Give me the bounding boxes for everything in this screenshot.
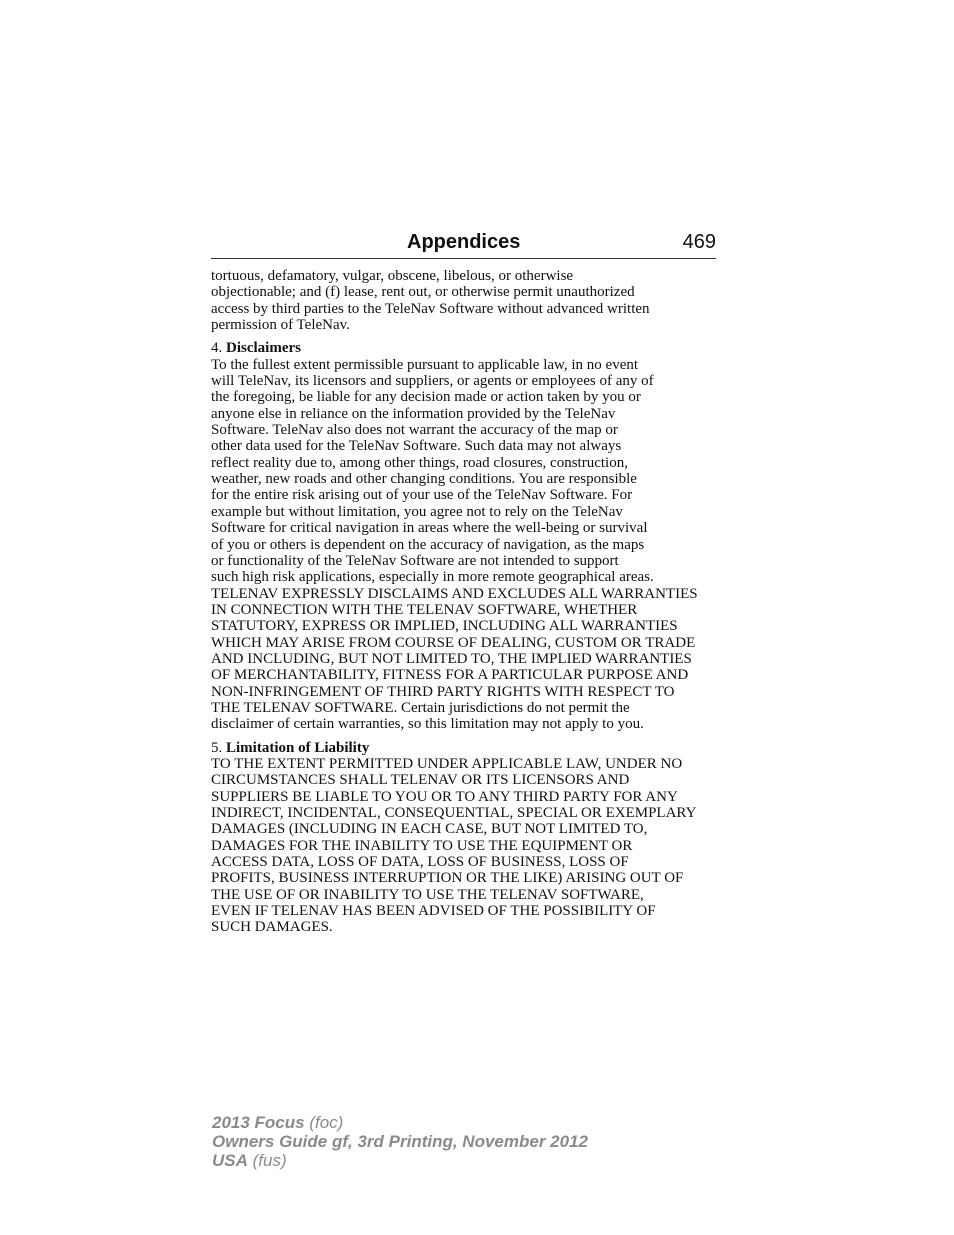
text-line: SUPPLIERS BE LIABLE TO YOU OR TO ANY THIRD PARTY FOR ANY <box>211 788 678 805</box>
text-line: the foregoing, be liable for any decision made or action taken by you or <box>211 389 641 406</box>
text-line: access by third parties to the TeleNav Software without advanced written <box>211 300 650 317</box>
text-line: objectionable; and (f) lease, rent out, or otherwise permit unauthorized <box>211 284 635 301</box>
body-text <box>211 268 721 936</box>
text-line: other data used for the TeleNav Software. Such data may not always <box>211 438 622 455</box>
text-line: for the entire risk arising out of your use of the TeleNav Software. For <box>211 487 633 504</box>
text-line: DAMAGES (INCLUDING IN EACH CASE, BUT NOT LIMITED TO, <box>211 821 648 838</box>
footer-guide: Owners Guide gf, 3rd Printing, November 2012 <box>212 1132 588 1151</box>
text-line: IN CONNECTION WITH THE TELENAV SOFTWARE, WHETHER <box>211 601 638 618</box>
section-disclaimers <box>211 340 721 732</box>
section-heading-text: Disclaimers <box>226 340 301 357</box>
text-line: weather, new roads and other changing conditions. You are responsible <box>211 471 637 488</box>
text-line: such high risk applications, especially in more remote geographical areas. <box>211 569 654 586</box>
text-line: Software for critical navigation in areas where the well-being or survival <box>211 520 648 537</box>
text-line: example but without limitation, you agree not to rely on the TeleNav <box>211 503 623 520</box>
section-heading-text: Limitation of Liability <box>226 739 370 756</box>
text-line: EVEN IF TELENAV HAS BEEN ADVISED OF THE POSSIBILITY OF <box>211 903 656 920</box>
intro-paragraph <box>211 268 721 333</box>
text-line: CIRCUMSTANCES SHALL TELENAV OR ITS LICENSORS AND <box>211 772 630 789</box>
section-number: 4. <box>211 340 223 357</box>
text-line: permission of TeleNav. <box>211 317 350 334</box>
text-line: INDIRECT, INCIDENTAL, CONSEQUENTIAL, SPECIAL OR EXEMPLARY <box>211 805 697 821</box>
text-line: anyone else in reliance on the information provided by the TeleNav <box>211 405 616 422</box>
footer-model-code: (foc) <box>309 1113 344 1132</box>
text-line: WHICH MAY ARISE FROM COURSE OF DEALING, CUSTOM OR TRADE <box>211 634 696 651</box>
footer-region: USA <box>212 1151 248 1170</box>
footer-model-line <box>212 1113 588 1132</box>
section-limitation-of-liability <box>211 740 721 936</box>
text-line: THE TELENAV SOFTWARE. Certain jurisdictions do not permit the <box>211 699 630 716</box>
text-line: TELENAV EXPRESSLY DISCLAIMS AND EXCLUDES ALL WARRANTIES <box>211 585 698 602</box>
text-line: tortuous, defamatory, vulgar, obscene, libelous, or otherwise <box>211 268 574 284</box>
page-footer <box>212 1113 588 1170</box>
text-line: SUCH DAMAGES. <box>211 919 333 936</box>
text-line: of you or others is dependent on the accuracy of navigation, as the maps <box>211 536 645 553</box>
text-line: DAMAGES FOR THE INABILITY TO USE THE EQUIPMENT OR <box>211 837 633 854</box>
footer-guide-line <box>212 1132 588 1151</box>
text-line: TO THE EXTENT PERMITTED UNDER APPLICABLE LAW, UNDER NO <box>211 755 683 772</box>
text-line: Software. TeleNav also does not warrant the accuracy of the map or <box>211 422 618 439</box>
text-line: or functionality of the TeleNav Software are not intended to support <box>211 552 619 569</box>
page-header <box>211 228 716 259</box>
text-line: PROFITS, BUSINESS INTERRUPTION OR THE LIKE) ARISING OUT OF <box>211 870 684 887</box>
footer-region-line <box>212 1151 588 1170</box>
footer-region-code: (fus) <box>252 1151 287 1170</box>
text-line: To the fullest extent permissible pursuant to applicable law, in no event <box>211 356 639 373</box>
text-line: AND INCLUDING, BUT NOT LIMITED TO, THE IMPLIED WARRANTIES <box>211 650 692 667</box>
page-number: 469 <box>682 231 716 253</box>
section-number: 5. <box>211 739 223 756</box>
section-heading <box>211 740 721 756</box>
section-heading <box>211 340 721 356</box>
text-line: STATUTORY, EXPRESS OR IMPLIED, INCLUDING ALL WARRANTIES <box>211 618 678 635</box>
text-line: ACCESS DATA, LOSS OF DATA, LOSS OF BUSINESS, LOSS OF <box>211 854 629 871</box>
text-line: NON-INFRINGEMENT OF THIRD PARTY RIGHTS WITH RESPECT TO <box>211 683 675 700</box>
footer-model: 2013 Focus <box>212 1113 305 1132</box>
text-line: will TeleNav, its licensors and suppliers, or agents or employees of any of <box>211 373 654 390</box>
text-line: THE USE OF OR INABILITY TO USE THE TELENAV SOFTWARE, <box>211 886 644 903</box>
text-line: disclaimer of certain warranties, so this limitation may not apply to you. <box>211 716 644 733</box>
section-title: Appendices <box>407 231 521 253</box>
text-line: OF MERCHANTABILITY, FITNESS FOR A PARTICULAR PURPOSE AND <box>211 667 689 684</box>
text-line: reflect reality due to, among other things, road closures, construction, <box>211 454 628 471</box>
